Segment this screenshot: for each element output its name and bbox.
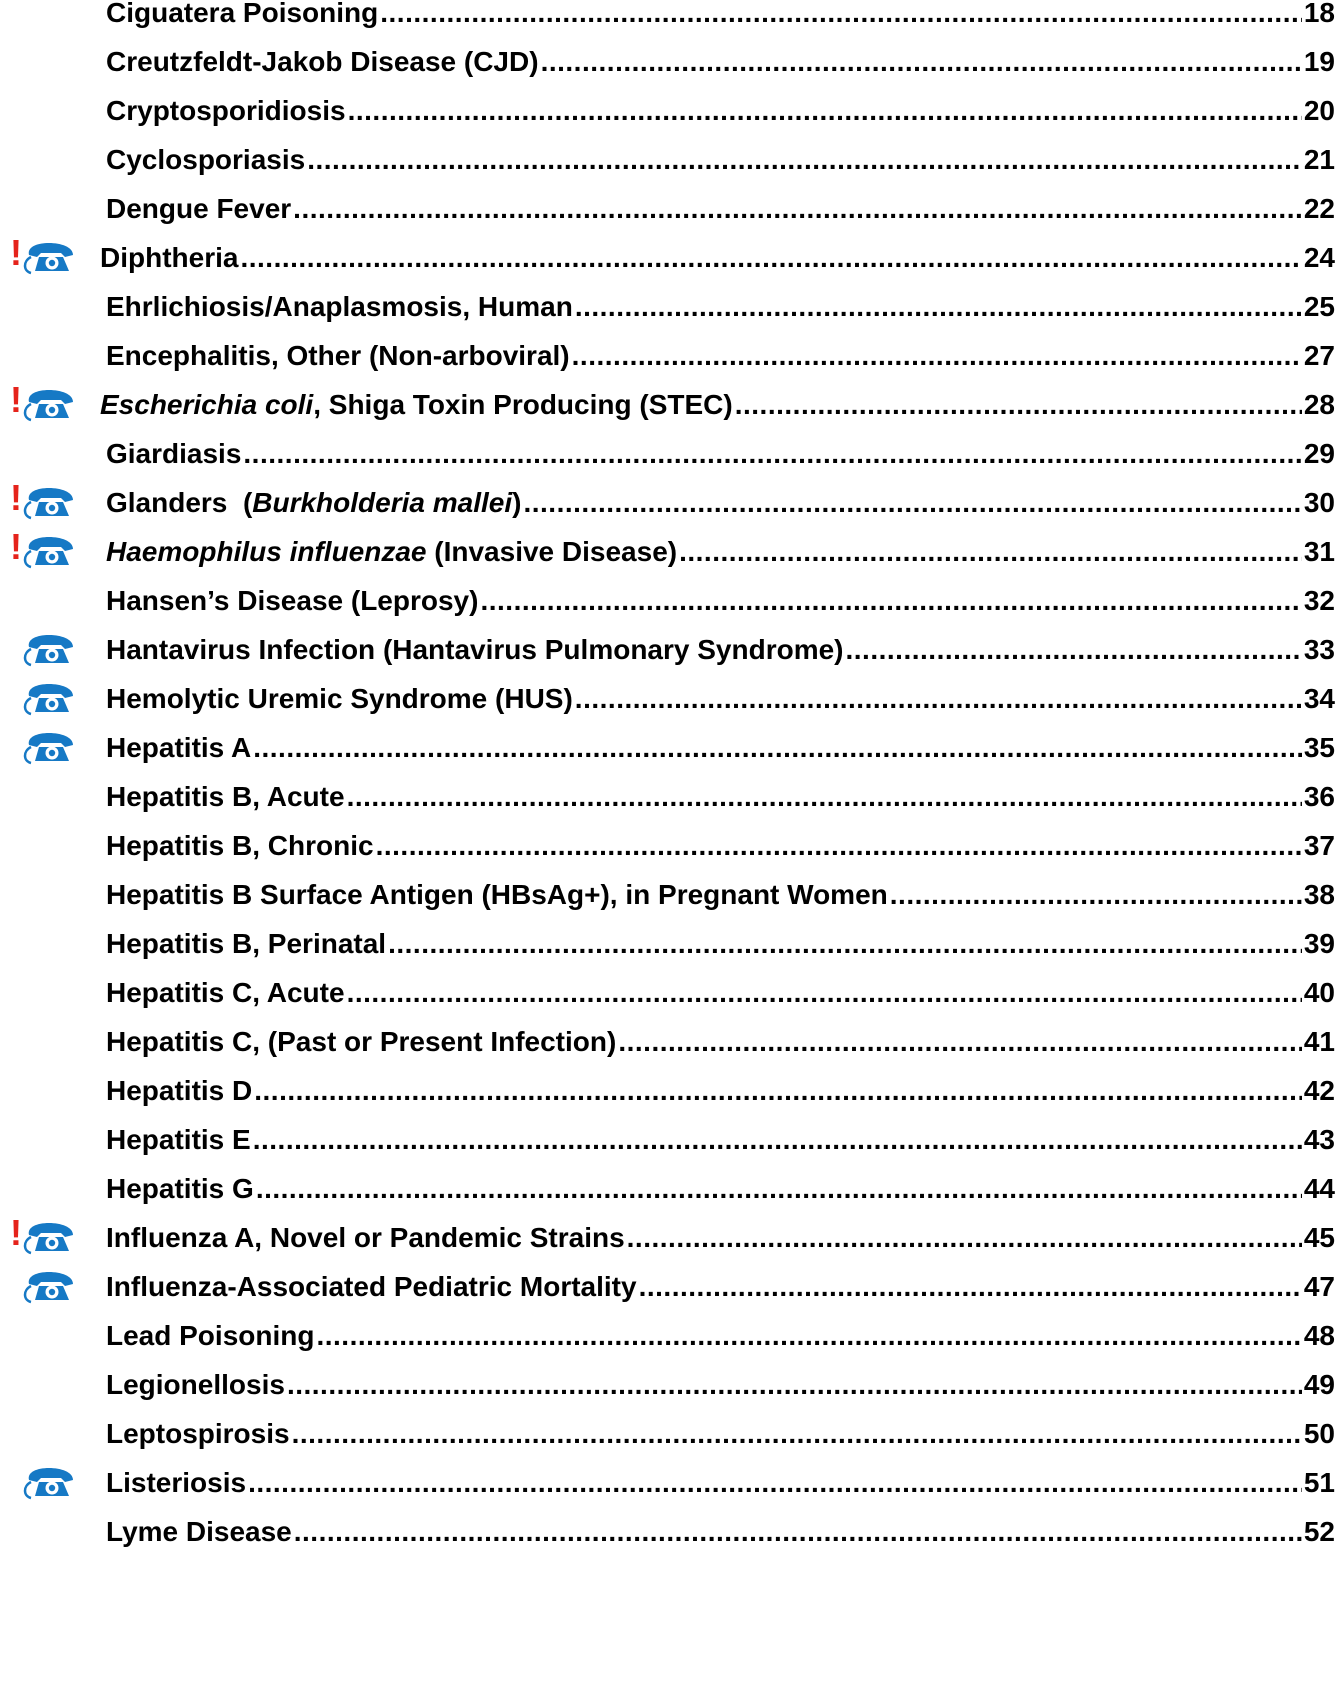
- page-number: 35: [1303, 732, 1335, 763]
- dot-leader: [253, 731, 1302, 765]
- page-number: 24: [1303, 242, 1335, 273]
- page-number: 44: [1303, 1173, 1335, 1204]
- notification-icons: [10, 1212, 88, 1255]
- toc-row[interactable]: [0, 1460, 1344, 1500]
- page-number: 47: [1303, 1271, 1335, 1302]
- toc-entry[interactable]: [106, 137, 1335, 177]
- toc-entry-title: [100, 388, 733, 422]
- dot-leader: [347, 780, 1302, 814]
- toc-entry-title-italic: Escherichia coli: [100, 389, 314, 420]
- toc-entry[interactable]: [106, 1313, 1335, 1353]
- dot-leader: [639, 1270, 1302, 1304]
- toc-row[interactable]: [0, 1166, 1344, 1206]
- page-number: 43: [1303, 1124, 1335, 1155]
- toc-row[interactable]: [0, 676, 1344, 716]
- dot-leader: [347, 976, 1302, 1010]
- page-number: 32: [1303, 585, 1335, 616]
- toc-entry-title: [106, 486, 521, 520]
- toc-row[interactable]: [0, 1212, 1344, 1255]
- toc-entry-title: Cryptosporidiosis: [106, 95, 346, 126]
- toc-entry[interactable]: [106, 284, 1335, 324]
- page-number: 30: [1303, 487, 1335, 518]
- toc-entry[interactable]: [106, 921, 1335, 961]
- page-number: 18: [1303, 0, 1335, 28]
- page-number: 33: [1303, 634, 1335, 665]
- dot-leader: [735, 388, 1302, 422]
- dot-leader: [348, 94, 1302, 128]
- toc-entry[interactable]: [100, 382, 1335, 422]
- toc-entry[interactable]: [106, 627, 1335, 667]
- toc-entry-title: Ehrlichiosis/Anaplasmosis, Human: [106, 291, 573, 322]
- toc-entry-title: Influenza A, Novel or Pandemic Strains: [106, 1222, 625, 1253]
- page-number: 49: [1303, 1369, 1335, 1400]
- toc-entry-title: Hepatitis B Surface Antigen (HBsAg+), in Pregnant Women: [106, 879, 888, 910]
- toc-entry[interactable]: [100, 235, 1335, 275]
- toc-entry-title: Dengue Fever: [106, 193, 292, 224]
- dot-leader: [572, 339, 1302, 373]
- telephone-icon: [23, 535, 79, 569]
- page-number: 34: [1303, 683, 1335, 714]
- toc-entry[interactable]: [106, 0, 1335, 30]
- toc-entry[interactable]: [106, 1264, 1335, 1304]
- toc-entry-title-text: ): [512, 487, 522, 518]
- exclamation-icon: !: [10, 477, 22, 518]
- toc-row[interactable]: [0, 921, 1344, 961]
- exclamation-icon: !: [10, 1212, 22, 1253]
- toc-row[interactable]: [0, 1068, 1344, 1108]
- page-number: 45: [1303, 1222, 1335, 1253]
- toc-entry-title: [106, 535, 677, 569]
- notification-icons: [10, 477, 88, 520]
- toc-row[interactable]: [0, 1362, 1344, 1402]
- dot-leader: [541, 45, 1302, 79]
- toc-entry-title: Hepatitis A: [106, 732, 252, 763]
- toc-entry-title: Influenza-Associated Pediatric Mortality: [106, 1271, 637, 1302]
- page-number: 38: [1303, 879, 1335, 910]
- toc-row[interactable]: [0, 39, 1344, 79]
- notification-icons: [10, 232, 88, 275]
- toc-row[interactable]: [0, 284, 1344, 324]
- notification-icons: [10, 682, 88, 716]
- toc-entry[interactable]: [106, 970, 1335, 1010]
- toc-row[interactable]: [0, 1117, 1344, 1157]
- toc-entry[interactable]: [106, 578, 1335, 618]
- dot-leader: [292, 1417, 1302, 1451]
- toc-entry-title-italic: Burkholderia mallei: [252, 487, 513, 518]
- page-number: 21: [1303, 144, 1335, 175]
- toc-entry-title: Hepatitis B, Acute: [106, 781, 345, 812]
- toc-entry[interactable]: [106, 1509, 1335, 1549]
- page-number: 25: [1303, 291, 1335, 322]
- toc-row[interactable]: [0, 823, 1344, 863]
- toc-row[interactable]: [0, 872, 1344, 912]
- telephone-icon: [23, 241, 79, 275]
- toc-entry-title: Hepatitis E: [106, 1124, 251, 1155]
- toc-entry[interactable]: [106, 186, 1335, 226]
- telephone-icon: [23, 633, 79, 667]
- page-number: 37: [1303, 830, 1335, 861]
- toc-entry-title: Hemolytic Uremic Syndrome (HUS): [106, 683, 573, 714]
- toc-row[interactable]: [0, 431, 1344, 471]
- toc-row[interactable]: [0, 1509, 1344, 1549]
- dot-leader: [376, 829, 1302, 863]
- toc-entry[interactable]: [106, 1460, 1335, 1500]
- page-number: 27: [1303, 340, 1335, 371]
- telephone-icon: [23, 388, 79, 422]
- telephone-icon: [23, 1221, 79, 1255]
- toc-entry-title: Hansen’s Disease (Leprosy): [106, 585, 479, 616]
- dot-leader: [846, 633, 1302, 667]
- toc-row[interactable]: [0, 232, 1344, 275]
- page-number: 29: [1303, 438, 1335, 469]
- notification-icons: [10, 526, 88, 569]
- exclamation-icon: !: [10, 379, 22, 420]
- toc-entry-title: Hepatitis B, Chronic: [106, 830, 374, 861]
- toc-entry-title: Diphtheria: [100, 242, 239, 273]
- page-number: 20: [1303, 95, 1335, 126]
- page-number: 19: [1303, 46, 1335, 77]
- dot-leader: [480, 584, 1301, 618]
- toc-entry[interactable]: [106, 725, 1335, 765]
- toc-entry[interactable]: [106, 774, 1335, 814]
- toc-row[interactable]: [0, 333, 1344, 373]
- dot-leader: [388, 927, 1302, 961]
- page-number: 40: [1303, 977, 1335, 1008]
- toc-entry[interactable]: [106, 1362, 1335, 1402]
- page-number: 48: [1303, 1320, 1335, 1351]
- toc-entry-title: Cyclosporiasis: [106, 144, 306, 175]
- toc-row[interactable]: [0, 137, 1344, 177]
- toc-entry-title: Leptospirosis: [106, 1418, 290, 1449]
- dot-leader: [380, 0, 1302, 30]
- dot-leader: [890, 878, 1302, 912]
- toc-entry-title-rest: (Invasive Disease): [426, 536, 678, 567]
- toc-entry-title: Creutzfeldt-Jakob Disease (CJD): [106, 46, 539, 77]
- notification-icons: [10, 1270, 88, 1304]
- page-number: 52: [1303, 1516, 1335, 1547]
- notification-icons: [10, 379, 88, 422]
- toc-entry-title: Hepatitis G: [106, 1173, 254, 1204]
- toc-row[interactable]: [0, 970, 1344, 1010]
- toc-entry[interactable]: [106, 872, 1335, 912]
- toc-entry-title: Giardiasis: [106, 438, 242, 469]
- toc-row[interactable]: [0, 627, 1344, 667]
- page-number: 36: [1303, 781, 1335, 812]
- toc-row[interactable]: [0, 725, 1344, 765]
- exclamation-icon: !: [10, 526, 22, 567]
- dot-leader: [523, 486, 1301, 520]
- toc-entry[interactable]: [106, 88, 1335, 128]
- toc-row[interactable]: [0, 578, 1344, 618]
- dot-leader: [240, 241, 1301, 275]
- dot-leader: [679, 535, 1302, 569]
- telephone-icon: [23, 1466, 79, 1500]
- telephone-icon: [23, 731, 79, 765]
- dot-leader: [575, 682, 1302, 716]
- toc-row[interactable]: [0, 1411, 1344, 1451]
- toc-entry-title: Lyme Disease: [106, 1516, 292, 1547]
- toc-entry-title: Hepatitis C, (Past or Present Infection): [106, 1026, 617, 1057]
- toc-row[interactable]: [0, 1264, 1344, 1304]
- toc-row[interactable]: [0, 88, 1344, 128]
- toc-row[interactable]: [0, 0, 1344, 30]
- toc-row[interactable]: [0, 477, 1344, 520]
- dot-leader: [253, 1123, 1302, 1157]
- toc-entry-title: Encephalitis, Other (Non-arboviral): [106, 340, 570, 371]
- toc-entry[interactable]: [106, 676, 1335, 716]
- toc-entry-title: Hepatitis C, Acute: [106, 977, 345, 1008]
- dot-leader: [248, 1466, 1302, 1500]
- toc-entry[interactable]: [106, 480, 1335, 520]
- toc-row[interactable]: [0, 379, 1344, 422]
- toc-entry-title-rest: , Shiga Toxin Producing (STEC): [313, 389, 733, 420]
- dot-leader: [618, 1025, 1302, 1059]
- toc-entry[interactable]: [106, 823, 1335, 863]
- toc-entry[interactable]: [106, 39, 1335, 79]
- page-number: 51: [1303, 1467, 1335, 1498]
- page-number: 39: [1303, 928, 1335, 959]
- toc-entry-title: Hepatitis D: [106, 1075, 253, 1106]
- dot-leader: [293, 192, 1302, 226]
- dot-leader: [627, 1221, 1302, 1255]
- toc-entry-title: Listeriosis: [106, 1467, 247, 1498]
- exclamation-icon: !: [10, 232, 22, 273]
- dot-leader: [294, 1515, 1302, 1549]
- page-number: 50: [1303, 1418, 1335, 1449]
- page-number: 31: [1303, 536, 1335, 567]
- dot-leader: [307, 143, 1302, 177]
- toc-entry-title: Legionellosis: [106, 1369, 285, 1400]
- toc-entry[interactable]: [106, 333, 1335, 373]
- page-number: 41: [1303, 1026, 1335, 1057]
- toc-entry-title: Lead Poisoning: [106, 1320, 315, 1351]
- notification-icons: [10, 731, 88, 765]
- toc-row[interactable]: [0, 774, 1344, 814]
- toc-entry[interactable]: [106, 1411, 1335, 1451]
- toc-entry[interactable]: [106, 1117, 1335, 1157]
- toc-entry[interactable]: [106, 1166, 1335, 1206]
- toc-row[interactable]: [0, 186, 1344, 226]
- toc-entry-title: Ciguatera Poisoning: [106, 0, 379, 28]
- toc-row[interactable]: [0, 1019, 1344, 1059]
- toc-entry[interactable]: [106, 1019, 1335, 1059]
- dot-leader: [254, 1074, 1302, 1108]
- toc-entry-title: Hepatitis B, Perinatal: [106, 928, 387, 959]
- dot-leader: [256, 1172, 1302, 1206]
- toc-entry-title: Hantavirus Infection (Hantavirus Pulmonary Syndrome): [106, 634, 844, 665]
- toc-entry[interactable]: [106, 529, 1335, 569]
- toc-entry-title-text: Glanders (: [106, 487, 253, 518]
- toc-row[interactable]: [0, 1313, 1344, 1353]
- telephone-icon: [23, 1270, 79, 1304]
- toc-row[interactable]: [0, 526, 1344, 569]
- telephone-icon: [23, 486, 79, 520]
- page-number: 42: [1303, 1075, 1335, 1106]
- dot-leader: [575, 290, 1302, 324]
- dot-leader: [316, 1319, 1301, 1353]
- page-number: 22: [1303, 193, 1335, 224]
- toc-entry-title-italic: Haemophilus influenzae: [106, 536, 427, 567]
- page-number: 28: [1303, 389, 1335, 420]
- toc-entry[interactable]: [106, 1215, 1335, 1255]
- dot-leader: [243, 437, 1301, 471]
- dot-leader: [287, 1368, 1302, 1402]
- telephone-icon: [23, 682, 79, 716]
- toc-entry[interactable]: [106, 1068, 1335, 1108]
- toc-entry[interactable]: [106, 431, 1335, 471]
- notification-icons: [10, 1466, 88, 1500]
- notification-icons: [10, 633, 88, 667]
